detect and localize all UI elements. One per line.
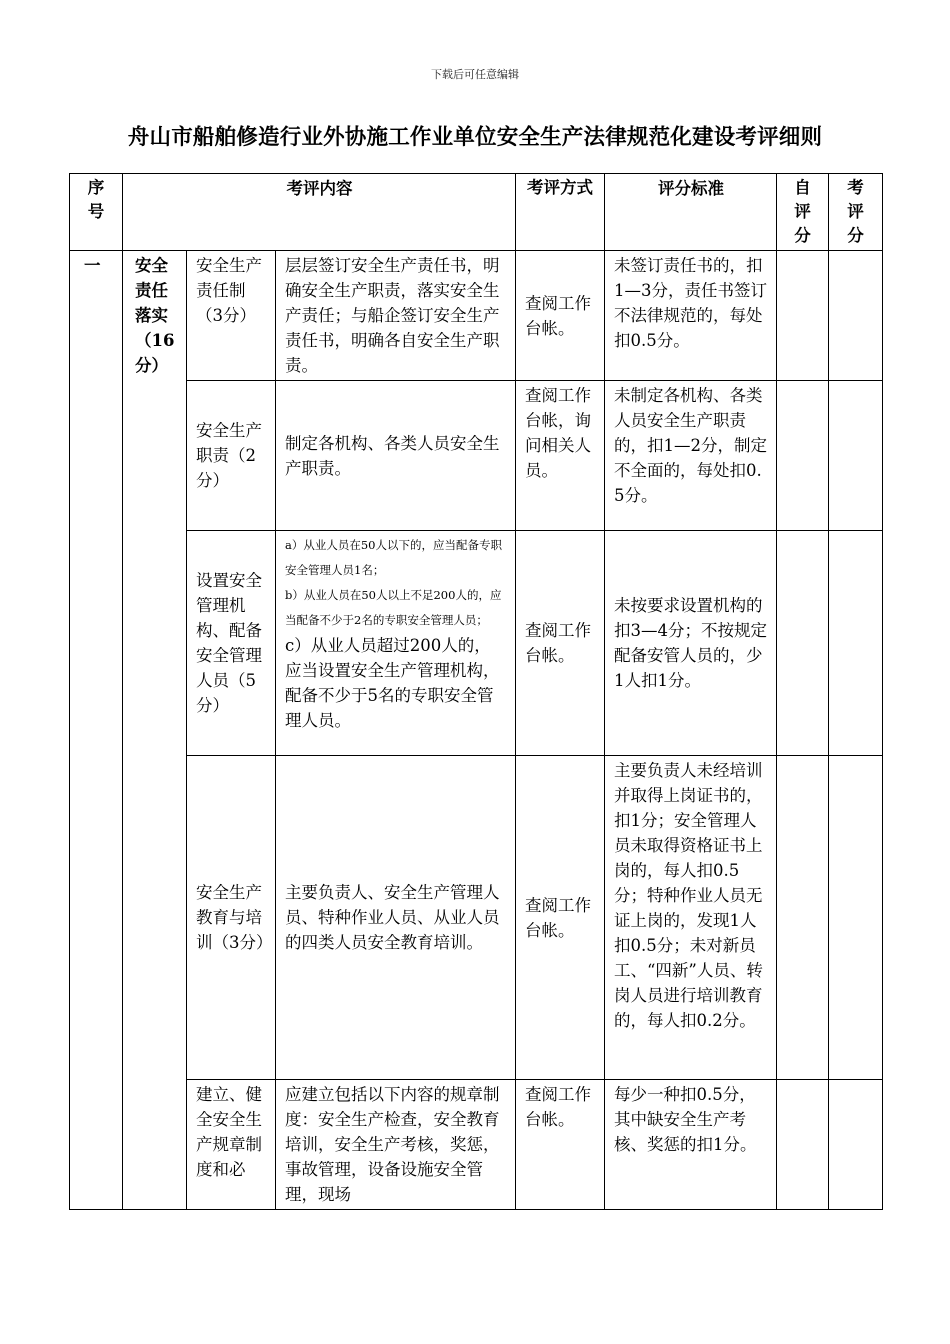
header-content: 考评内容 xyxy=(123,174,516,251)
item-name: 安全生产责任制（3分） xyxy=(187,251,276,381)
item-standard: 主要负责人未经培训并取得上岗证书的，扣1分；安全管理人员未取得资格证书上岗的，每人扣0.5分；特种作业人员无证上岗的，发现1人扣0.5分；未对新员工、“四新”人员、转岗人员进行培训教育的，每人扣0.2分。 xyxy=(605,756,777,1080)
requirement-b: b）从业人员在50人以上不足200人的，应当配备不少于2名的专职安全管理人员； xyxy=(285,588,502,627)
section-name: 安全责任落实（16分） xyxy=(123,251,187,1210)
self-score-cell[interactable] xyxy=(777,531,829,756)
item-requirement: 层层签订安全生产责任书，明确安全生产职责，落实安全生产责任；与船企签订安全生产责任书，明确各自安全生产职责。 xyxy=(276,251,516,381)
requirement-c: c）从业人员超过200人的，应当设置安全生产管理机构，配备不少于5名的专职安全管理人员。 xyxy=(285,636,500,730)
requirement-a: a）从业人员在50人以下的，应当配备专职安全管理人员1名； xyxy=(285,538,502,577)
item-standard: 未制定各机构、各类人员安全生产职责的，扣1—2分，制定不全面的，每处扣0.5分。 xyxy=(605,381,777,531)
table-row xyxy=(70,381,883,531)
table-row xyxy=(70,251,883,381)
item-method: 查阅工作台帐，询问相关人员。 xyxy=(516,381,605,531)
item-name: 安全生产教育与培训（3分） xyxy=(187,756,276,1080)
item-standard: 未按要求设置机构的扣3—4分；不按规定配备安管人员的，少1人扣1分。 xyxy=(605,531,777,756)
item-method: 查阅工作台帐。 xyxy=(516,1080,605,1210)
item-method: 查阅工作台帐。 xyxy=(516,251,605,381)
item-requirement: 制定各机构、各类人员安全生产职责。 xyxy=(276,381,516,531)
item-requirement: 主要负责人、安全生产管理人员、特种作业人员、从业人员的四类人员安全教育培训。 xyxy=(276,756,516,1080)
item-name: 建立、健全安全生产规章制度和必 xyxy=(187,1080,276,1210)
item-name: 设置安全管理机构、配备安全管理人员（5分） xyxy=(187,531,276,756)
item-standard: 未签订责任书的，扣1—3分，责任书签订不法律规范的，每处扣0.5分。 xyxy=(605,251,777,381)
table-row xyxy=(70,531,883,756)
header-self-score: 自评分 xyxy=(777,174,829,251)
self-score-cell[interactable] xyxy=(777,756,829,1080)
item-name: 安全生产职责（2分） xyxy=(187,381,276,531)
self-score-cell[interactable] xyxy=(777,1080,829,1210)
item-standard: 每少一种扣0.5分，其中缺安全生产考核、奖惩的扣1分。 xyxy=(605,1080,777,1210)
evaluation-table xyxy=(69,173,883,1210)
table-row xyxy=(70,756,883,1080)
header-method: 考评方式 xyxy=(516,174,605,251)
item-method: 查阅工作台帐。 xyxy=(516,756,605,1080)
header-eval-score: 考评分 xyxy=(829,174,883,251)
item-requirement xyxy=(276,531,516,756)
eval-score-cell[interactable] xyxy=(829,1080,883,1210)
section-number: 一 xyxy=(70,251,123,1210)
header-note: 下载后可任意编辑 xyxy=(431,68,519,81)
eval-score-cell[interactable] xyxy=(829,251,883,381)
header-standard: 评分标准 xyxy=(605,174,777,251)
eval-score-cell[interactable] xyxy=(829,381,883,531)
self-score-cell[interactable] xyxy=(777,251,829,381)
self-score-cell[interactable] xyxy=(777,381,829,531)
item-requirement: 应建立包括以下内容的规章制度：安全生产检查，安全教育培训，安全生产考核，奖惩，事故管理，设备设施安全管理，现场 xyxy=(276,1080,516,1210)
document-title: 舟山市船舶修造行业外协施工作业单位安全生产法律规范化建设考评细则 xyxy=(127,125,823,150)
table-row xyxy=(70,1080,883,1210)
table-header-row xyxy=(70,174,883,251)
header-seq: 序号 xyxy=(70,174,123,251)
eval-score-cell[interactable] xyxy=(829,531,883,756)
eval-score-cell[interactable] xyxy=(829,756,883,1080)
item-method: 查阅工作台帐。 xyxy=(516,531,605,756)
